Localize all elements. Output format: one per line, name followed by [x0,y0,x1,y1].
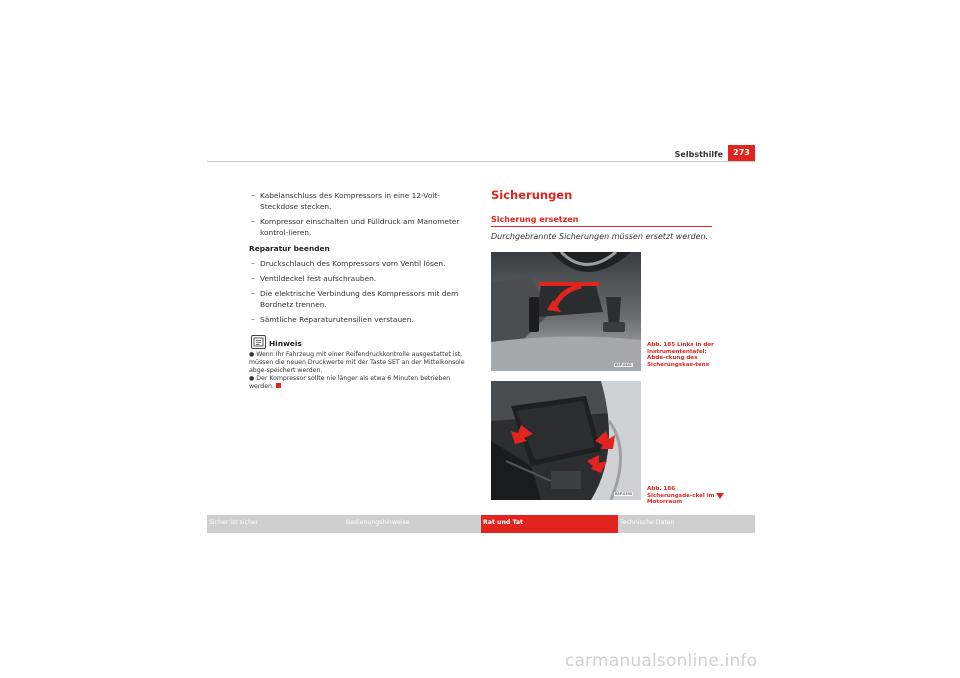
footer-tab-rat-und-tat[interactable]: Rat und Tat [481,515,618,533]
step-text: Ventildeckel fest aufschrauben. [260,274,377,283]
footer-tab-technische-daten[interactable]: Technische Daten [618,515,755,533]
step-dash: – [251,289,255,298]
step-item [251,288,473,310]
step-text: Sämtliche Reparaturutensilien verstauen. [260,315,414,324]
figure-186-photo [491,381,641,500]
section-end-icon [276,383,281,388]
bullet-icon: ● [249,351,255,358]
footer-tab-sicher-ist-sicher[interactable]: Sicher ist sicher [207,515,344,533]
footer-tab-bedienungshinweise[interactable]: Bedienungshinweise [344,515,481,533]
note-item [249,375,473,391]
figure-code: B5P-0390 [615,492,632,496]
step-item [251,314,473,325]
continue-arrow-icon [716,493,724,499]
step-text: Druckschlauch des Kompressors vom Ventil lösen. [260,259,446,268]
left-column [251,190,473,391]
step-dash: – [251,259,255,268]
step-item [251,216,473,238]
note-label: Hinweis [269,339,302,348]
step-dash: – [251,191,255,200]
page-number: 273 [728,145,755,161]
section-title: Selbsthilfe [674,150,723,159]
step-item [251,190,473,212]
main-title: Sicherungen [491,188,573,202]
note-heading [251,335,473,349]
step-dash: – [251,315,255,324]
figure-185-photo [491,252,641,371]
figure-caption: Abb. 185 Links in der Instrumententafel: Abde-ckung des Sicherungskas-tens [647,342,714,368]
header-rule [207,161,755,162]
step-dash: – [251,274,255,283]
note-text: Wenn Ihr Fahrzeug mit einer Reifendruckkontrolle ausgestattet ist, müssen die neuen Druckwerte mit der Taste SET an der Mittelkonsole abge-speichert werden. [249,351,465,374]
step-item [251,273,473,284]
step-text: Kabelanschluss des Kompressors in eine 12-Volt-Steckdose stecken. [260,191,440,211]
step-item [251,258,473,269]
note-icon [251,335,266,349]
step-dash: – [251,217,255,226]
footer-nav [207,515,755,533]
subheading: Reparatur beenden [249,244,330,253]
bullet-icon: ● [249,375,255,382]
note-text: Der Kompressor sollte nie länger als etwa 6 Minuten betrieben werden. [249,375,451,390]
note-item [249,351,473,375]
figure-caption: Abb. 186 Sicherungsde-ckel im Motorraum [647,486,715,506]
sub-title: Sicherung ersetzen [491,215,579,224]
step-text: Die elektrische Verbindung des Kompressors mit dem Bordnetz trennen. [260,289,459,309]
watermark: carmanualsonline.info [565,651,758,671]
figure-code: B5P-0441 [615,363,632,367]
lead-text: Durchgebrannte Sicherungen müssen ersetzt werden. [491,232,709,241]
subtitle-rule [491,226,712,227]
step-text: Kompressor einschalten und Fülldruck am Manometer kontrol-lieren. [260,217,460,237]
